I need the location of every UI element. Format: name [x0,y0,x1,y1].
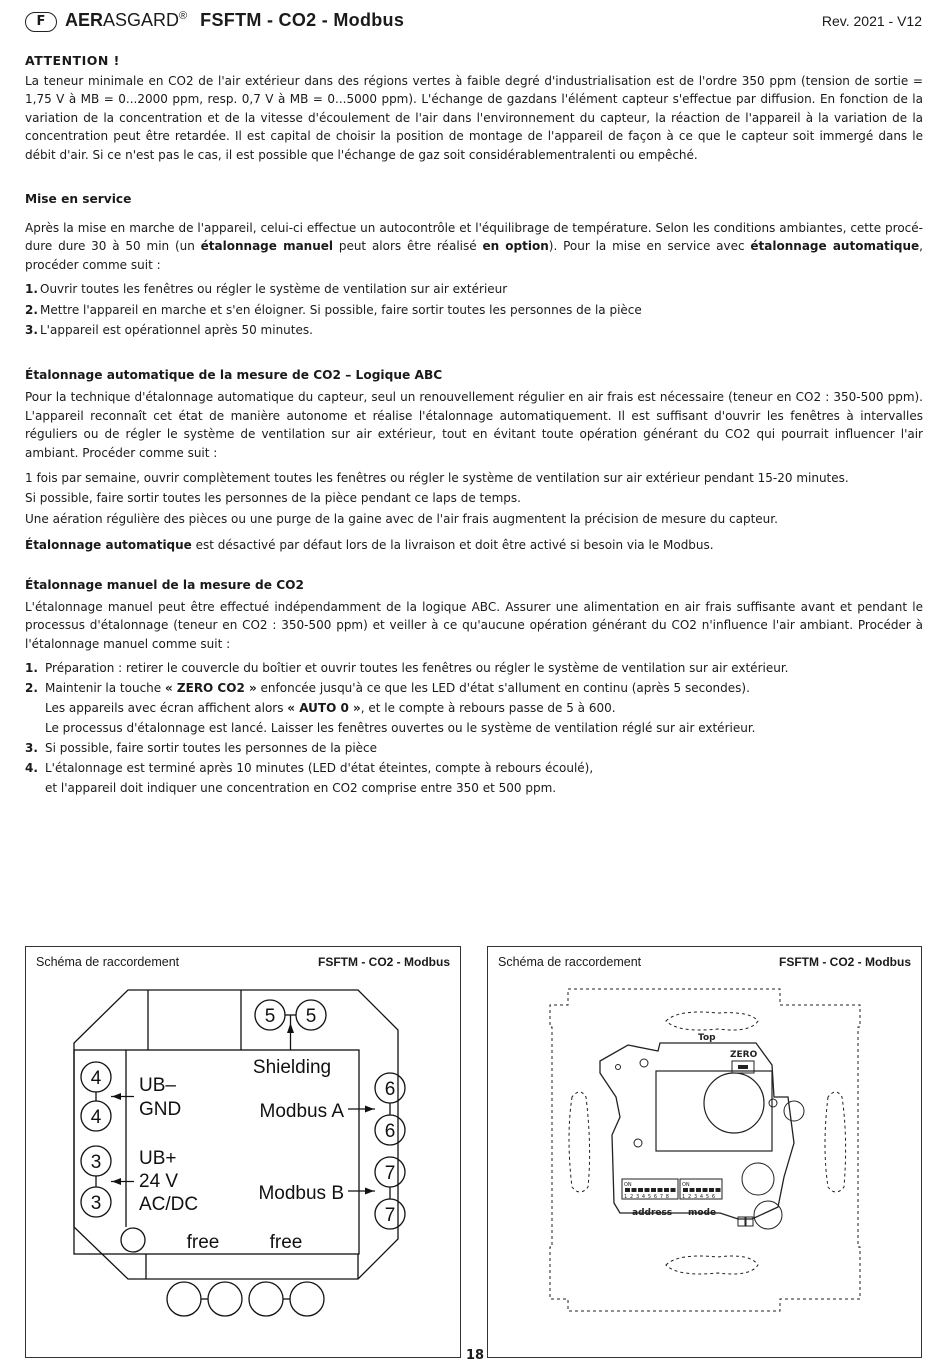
top-label: Top [698,1033,716,1043]
pcb-outline [600,1043,794,1219]
free-terminal-1 [167,1282,201,1316]
terminal-board [74,1050,359,1254]
bottom-slot [666,1256,758,1274]
list-item: 4. L'étalonnage est terminé après 10 minutes (LED d'état éteintes, compte à rebours écoulé), et l'appareil doit indiquer une concentration en CO2 comprise entre 350 et 500 ppm. [25,761,594,795]
wiring-diagram-model: FSFTM - CO2 - Modbus [318,955,450,969]
ub-minus-label: UB– [139,1075,176,1096]
product-name: FSFTM - CO2 - Modbus [200,10,405,30]
led-left [634,1139,642,1147]
free-terminal-4 [290,1282,324,1316]
list-item: 2. Maintenir la touche « ZERO CO2 » enfoncée jusqu'à ce que les LED d'état s'allument en continu (après 5 secondes). Les appareils avec écran affichent alors « AUTO 0 », et le compte à rebours passe de 5 à 600. Le processus d'étalonnage est lancé. Laisser les fenêtres ouvertes ou le système de ventilation réglé sur air extérieur. [25,681,756,735]
jumper-1 [738,1217,745,1226]
24v-label: 24 V [139,1171,179,1192]
dip-address-on: ON [624,1182,632,1188]
attention-title: ATTENTION ! [25,53,120,68]
wiring-diagram-panel [25,946,461,1358]
terminal-7a-label: 7 [384,1163,396,1184]
wiring-diagram-title: Schéma de raccordement [36,955,180,969]
terminal-7b-label: 7 [384,1205,396,1226]
dip-mode-numbers: 1 2 3 4 5 6 [682,1194,716,1200]
terminal-3b-label: 3 [90,1193,102,1214]
auto-calibration-weekly: 1 fois par semaine, ouvrir complètement toutes les fenêtres ou régler le système de ventilation sur air extérieur pendant 15-20 minutes. [25,471,849,485]
shielding-label: Shielding [252,1057,332,1078]
led [769,1099,777,1107]
brand [65,10,404,31]
sensor-body [656,1071,772,1151]
terminal-4b-label: 4 [90,1107,102,1128]
ub-plus-label: UB+ [139,1148,177,1169]
list-item: 3. L'appareil est opérationnel après 50 minutes. [25,323,313,337]
revision-label: Rev. 2021 - V12 [821,13,922,29]
list-item: 1. Ouvrir toutes les fenêtres ou régler le système de ventilation sur air extérieur [25,282,508,296]
brand-bold: AER [65,10,104,30]
mounting-hole [121,1228,145,1252]
pcb-mount-bottom [742,1163,774,1195]
terminal-5b-label: 5 [305,1006,317,1027]
board-layout-panel [487,946,922,1358]
pcb-hole-small [616,1065,621,1070]
right-slot [825,1092,846,1192]
page-number: 18 [465,1348,485,1363]
sensor-optic [704,1073,764,1133]
free-terminal-2 [208,1282,242,1316]
pcb-mount-right [784,1101,804,1121]
auto-calibration-aeration: Une aération régulière des pièces ou une purge de la gaine avec de l'air frais augmentent la précision de mesure du capteur. [25,512,778,526]
dip-mode-on: ON [682,1182,690,1188]
auto-calibration-persons: Si possible, faire sortir toutes les personnes de la pièce pendant ce laps de temps. [25,490,521,505]
board-diagram [488,947,923,1359]
terminal-4a-label: 4 [90,1068,102,1089]
mise-en-service-text: Après la mise en marche de l'appareil, celui-ci effectue un autocontrôle et l'équilibrage de température. Selon les conditions ambiantes, cette procédure dure 30 à 50 min (un étalonnage manuel peut alors être réalisé en option). Pour la mise en service avec étalonnage automatique, procéder comme suit : [25,220,923,272]
registered-mark: ® [179,10,188,22]
free-label-2: free [269,1232,303,1253]
left-slot [569,1092,590,1192]
board-layout-title: Schéma de raccordement [498,955,642,969]
manual-calibration-text: L'étalonnage manuel peut être effectué indépendamment de la logique ABC. Assurer une alimentation en air frais suffisante avant et pendant le processus d'étalonnage (teneur en CO2 : 350-500 ppm) et veiller à ce qu'aucune opération générant du CO2 n'influence l'air ambiant. Procéder à l'étalonnage manuel comme suit : [25,599,923,651]
auto-calibration-default: Étalonnage automatique est désactivé par défaut lors de la livraison et doit être activé si besoin via le Modbus. [25,537,714,552]
page-header [25,10,922,38]
modbus-a-label: Modbus A [259,1101,344,1122]
housing-outline [74,990,398,1279]
board-layout-model: FSFTM - CO2 - Modbus [779,955,911,969]
pcb-mount-corner [754,1201,782,1229]
auto-calibration-text: Pour la technique d'étalonnage automatique du capteur, seul un renouvellement régulier en air frais est nécessaire (teneur en CO2 : 350-500 ppm). L'appareil reconnaît cet état de manière autonome et réalise l'étalonnage automatiquement. Il est suffisant d'ouvrir les fenêtres à intervalles réguliers ou de régler le système de ventilation sur air extérieur, tout en évitant toute opération générant du CO2 qui pourrait influencer l'air ambiant. Procéder comme suit : [25,390,923,460]
pcb-hole-top [640,1059,648,1067]
modbus-b-label: Modbus B [258,1183,344,1204]
document-body [25,52,923,798]
list-item: 1. Préparation : retirer le couvercle du boîtier et ouvrir toutes les fenêtres ou régler le système de ventilation sur air extérieur. [25,661,789,675]
mise-en-service-title: Mise en service [25,192,132,206]
list-item: 2. Mettre l'appareil en marche et s'en éloigner. Si possible, faire sortir toutes les personnes de la pièce [25,302,642,317]
address-label: address [632,1208,673,1218]
language-badge: F [25,12,57,32]
wiring-diagram [26,947,462,1359]
gnd-label: GND [139,1099,182,1120]
acdc-label: AC/DC [139,1194,199,1215]
mode-label: mode [688,1208,717,1218]
terminal-6b-label: 6 [384,1121,396,1142]
zero-label: ZERO [730,1050,758,1060]
terminal-3a-label: 3 [90,1152,102,1173]
mise-en-service-steps [25,279,923,341]
attention-text: La teneur minimale en CO2 de l'air extérieur dans des régions vertes à faible degré d'industrialisation est de l'ordre 350 ppm (tension de sortie = 1,75 V à MB = 0...2000 ppm, resp. 0,7 V à MB = 0...5000 ppm). L'échange de gazdans l'élément capteur s'effectue par diffusion. En fonction de la variation de la concentration et de la vitesse d'écoulement de l'air dans l'environnement du capteur, la réaction de l'appareil à la variation de la concentration peut être retardée. Il est capital de choisir la position de montage de l'appareil de façon à ce que le capteur soit immergé dans le débit d'air. Si ce n'est pas le cas, il est possible que l'échange de gaz soit considérablementralenti ou empêché. [25,73,923,162]
top-slot [666,1012,758,1030]
manual-calibration-steps [25,658,923,798]
auto-calibration-title: Étalonnage automatique de la mesure de CO2 – Logique ABC [25,367,443,382]
terminal-5a-label: 5 [264,1006,276,1027]
free-label-1: free [186,1232,220,1253]
brand-regular: ASGARD [103,10,180,30]
manual-calibration-title: Étalonnage manuel de la mesure de CO2 [25,578,305,592]
terminal-6a-label: 6 [384,1079,396,1100]
dip-address-numbers: 1 2 3 4 5 6 7 8 [624,1194,670,1200]
free-terminal-3 [249,1282,283,1316]
zero-button-knob [738,1065,748,1069]
list-item: 3. Si possible, faire sortir toutes les personnes de la pièce [25,741,378,755]
